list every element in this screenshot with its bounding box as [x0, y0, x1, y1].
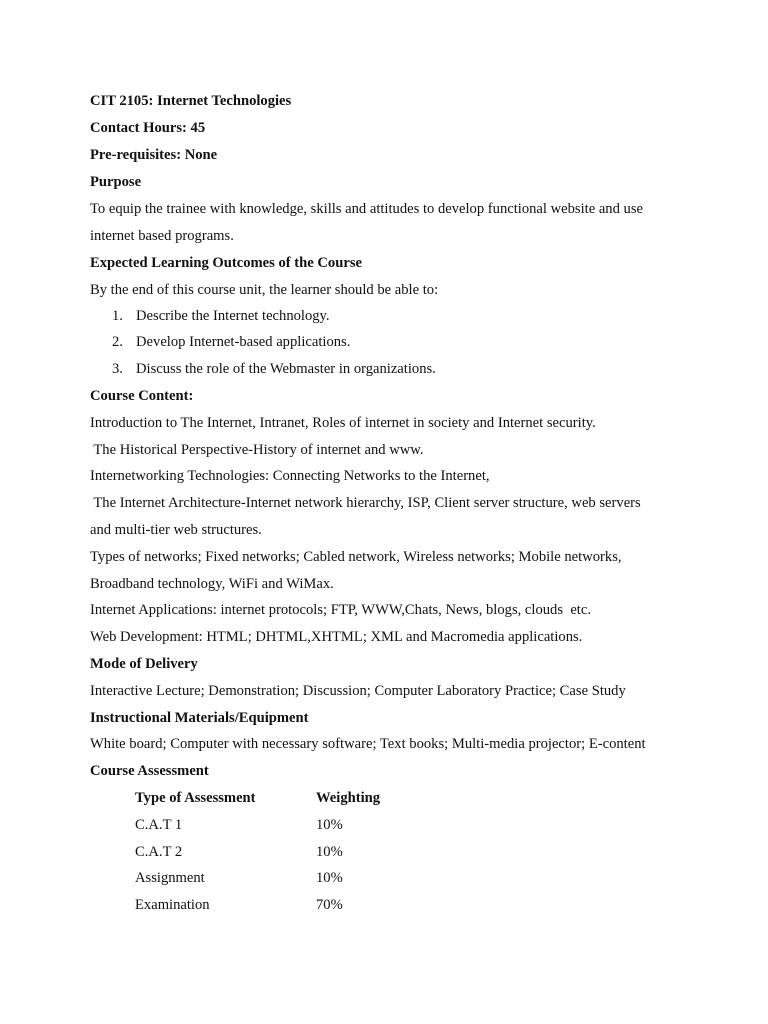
outcome-text: Develop Internet-based applications. — [136, 334, 351, 350]
delivery-text: Interactive Lecture; Demonstration; Discussion; Computer Laboratory Practice; Case Study — [90, 683, 626, 699]
content-line: Types of networks; Fixed networks; Cabled network, Wireless networks; Mobile networks, — [90, 549, 622, 565]
column-header-type: Type of Assessment — [135, 790, 256, 806]
outcome-number: 3. — [112, 361, 123, 377]
content-line: Internetworking Technologies: Connecting Networks to the Internet, — [90, 468, 490, 484]
assessment-weight: 10% — [316, 817, 343, 833]
assessment-heading: Course Assessment — [90, 763, 209, 779]
materials-text: White board; Computer with necessary software; Text books; Multi-media projector; E-content — [90, 736, 646, 752]
content-line: Internet Applications: internet protocols; FTP, WWW,Chats, News, blogs, clouds etc. — [90, 602, 591, 618]
outcome-text: Discuss the role of the Webmaster in organizations. — [136, 361, 436, 377]
content-line: Broadband technology, WiFi and WiMax. — [90, 576, 334, 592]
assessment-type: Examination — [135, 897, 210, 913]
assessment-type: Assignment — [135, 870, 205, 886]
column-header-weighting: Weighting — [316, 790, 381, 806]
contact-hours: Contact Hours: 45 — [90, 120, 206, 136]
outcomes-heading: Expected Learning Outcomes of the Course — [90, 255, 362, 271]
assessment-weight: 10% — [316, 870, 343, 886]
content-line: The Internet Architecture-Internet network hierarchy, ISP, Client server structure, web servers — [90, 495, 641, 511]
outcome-item — [112, 306, 330, 326]
materials-heading: Instructional Materials/Equipment — [90, 710, 309, 726]
assessment-weight: 70% — [316, 897, 343, 913]
assessment-type: C.A.T 2 — [135, 844, 183, 860]
content-line: The Historical Perspective-History of internet and www. — [90, 442, 424, 458]
content-heading: Course Content: — [90, 388, 194, 404]
assessment-type: C.A.T 1 — [135, 817, 183, 833]
outcome-number: 1. — [112, 308, 123, 324]
content-line: Web Development: HTML; DHTML,XHTML; XML and Macromedia applications. — [90, 629, 583, 645]
outcome-item — [112, 359, 436, 379]
delivery-heading: Mode of Delivery — [90, 656, 198, 672]
outcome-item — [112, 332, 350, 352]
assessment-weight: 10% — [316, 844, 343, 860]
outcome-text: Describe the Internet technology. — [136, 308, 330, 324]
prerequisites: Pre-requisites: None — [90, 147, 218, 163]
content-line: Introduction to The Internet, Intranet, Roles of internet in society and Internet security. — [90, 415, 596, 431]
outcomes-intro: By the end of this course unit, the learner should be able to: — [90, 282, 439, 298]
outcome-number: 2. — [112, 334, 123, 350]
content-line: and multi-tier web structures. — [90, 522, 262, 538]
course-title: CIT 2105: Internet Technologies — [90, 93, 292, 109]
purpose-line: To equip the trainee with knowledge, skills and attitudes to develop functional website and use — [90, 201, 644, 217]
purpose-line: internet based programs. — [90, 228, 234, 244]
purpose-heading: Purpose — [90, 174, 142, 190]
